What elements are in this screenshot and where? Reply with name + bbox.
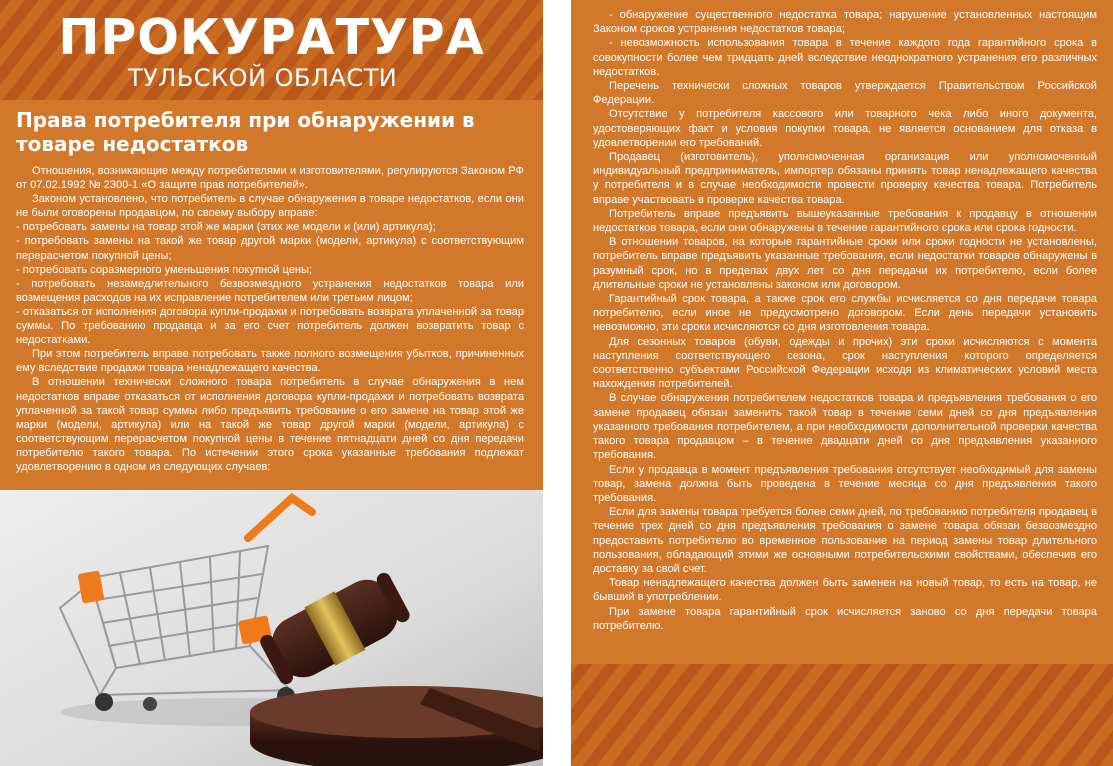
paragraph: В отношении товаров, на которые гарантийные сроки или сроки годности не установлены, потребитель вправе предъявить указанные требования, если недостатки товаров обнаружены в разумный срок, но в пределах двух лет со дня передачи их потребителю, если более длительные сроки не установлены законом или договором. <box>593 236 1097 291</box>
list-item: - потребовать замены на такой же товар другой марки (модели, артикула) с соответствующим перерасчетом покупной цены; <box>16 235 524 262</box>
left-page <box>0 0 543 766</box>
paragraph: Продавец (изготовитель), уполномоченная организация или уполномоченный индивидуальный предприниматель, импортер обязаны принять товар ненадлежащего качества у потребителя и в случае необходимости провести проверку качества товара. Потребитель вправе участвовать в проверке качества товара. <box>593 151 1097 206</box>
paragraph: Товар ненадлежащего качества должен быть заменен на новый товар, то есть на товар, не бывший в употреблении. <box>593 577 1097 604</box>
paragraph: При этом потребитель вправе потребовать также полного возмещения убытков, причиненных ему вследствие продажи товара ненадлежащего качества. <box>16 348 524 375</box>
list-item: - отказаться от исполнения договора купли-продажи и потребовать возврата уплаченной за товар суммы. По требованию продавца и за его счет потребитель должен возвратить товар с недостатками. <box>16 305 524 347</box>
header-subtitle: ТУЛЬСКОЙ ОБЛАСТИ <box>128 64 398 92</box>
paragraph: Если для замены товара требуется более семи дней, по требованию потребителя продавец в течение трех дней со дня предъявления требования о замене товара обязан безвозмездно предоставить потребителю во временное пользование на период замены товар длительного пользования, обладающий этими же основными потребительскими свойствами, обеспечив его доставку за свой счет. <box>593 506 1097 575</box>
paragraph: Перечень технически сложных товаров утверждается Правительством Российской Федерации. <box>593 80 1097 107</box>
paragraph: Для сезонных товаров (обуви, одежды и прочих) эти сроки исчисляются с момента наступления соответствующего сезона, срок наступления которого определяется соответственно субъектами Российской Федерации исходя из климатических условий места нахождения потребителей. <box>593 335 1097 391</box>
section-title: Права потребителя при обнаружении в товаре недостатков <box>16 108 475 156</box>
paragraph: Если у продавца в момент предъявления требования отсутствует необходимый для замены товар, замена должна быть проведена в течение месяца со дня предъявления такого требования. <box>593 463 1097 504</box>
list-item: - невозможность использования товара в течение каждого года гарантийного срока в совокупности более чем тридцать дней вследствие неоднократного устранения его различных недостатков. <box>593 37 1097 78</box>
paragraph: Гарантийный срок товара, а также срок его службы исчисляется со дня передачи товара потребителю, если иное не предусмотрено договором. Если день передачи установить невозможно, эти сроки исчисляются со дня изготовления товара. <box>593 293 1097 334</box>
list-item: - потребовать соразмерного уменьшения покупной цены; <box>16 263 313 276</box>
list-item: - обнаружение существенного недостатка товара; нарушение установленных настоящим Законом сроков устранения недостатков товара; <box>593 9 1097 36</box>
right-body-text <box>593 8 1097 633</box>
paragraph: В отношении технически сложного товара потребитель в случае обнаружения в нем недостатков вправе отказаться от исполнения договора купли-продажи и потребовать возврата уплаченной за такой товар суммы либо предъявить требование о его замене на товар этой же марки (модели, артикула) или на такой же товар другой марки (модели, артикула) с соответствующим перерасчетом покупной цены в течение пятнадцати дней со дня передачи потребителю такого товара. По истечении этого срока указанные требования подлежат удовлетворению в одном из следующих случаев: <box>16 376 524 473</box>
list-item: - потребовать замены на товар этой же марки (этих же модели и (или) артикула); <box>16 221 436 234</box>
paragraph: Отсутствие у потребителя кассового или товарного чека либо иного документа, удостоверяющих факт и условия покупки товара, не является основанием для отказа в удовлетворении его требований. <box>593 108 1097 149</box>
paragraph: Законом установлено, что потребитель в случае обнаружения в товаре недостатков, если они не были оговорены продавцом, по своему выбору вправе: <box>16 193 524 220</box>
paragraph: Потребитель вправе предъявить вышеуказанные требования к продавцу в отношении недостатков товара, если они обнаружены в течение гарантийного срока или срока годности. <box>593 207 1097 235</box>
paragraph: В случае обнаружения потребителем недостатков товара и предъявления требования о его замене продавец обязан заменить такой товар в течение семи дней со дня предъявления указанного требования потребителем, а при необходимости дополнительной проверки качества такого товара продавцом – в течение двадцати дней со дня предъявления указанного требования. <box>593 392 1097 462</box>
paragraph: Отношения, возникающие между потребителями и изготовителями, регулируются Законом РФ от 07.02.1992 № 2300-1 «О защите прав потребителей». <box>16 165 524 192</box>
header-title: ПРОКУРАТУРА <box>58 9 485 66</box>
paragraph: При замене товара гарантийный срок исчисляется заново со дня передачи товара потребителю. <box>593 605 1097 632</box>
shopping-cart-and-gavel-icon <box>0 490 543 766</box>
list-item: - потребовать незамедлительного безвозмездного устранения недостатков товара или возмещения расходов на их исправление потребителем или третьим лицом; <box>16 277 524 304</box>
right-page <box>571 0 1113 766</box>
left-body-text <box>16 164 524 474</box>
